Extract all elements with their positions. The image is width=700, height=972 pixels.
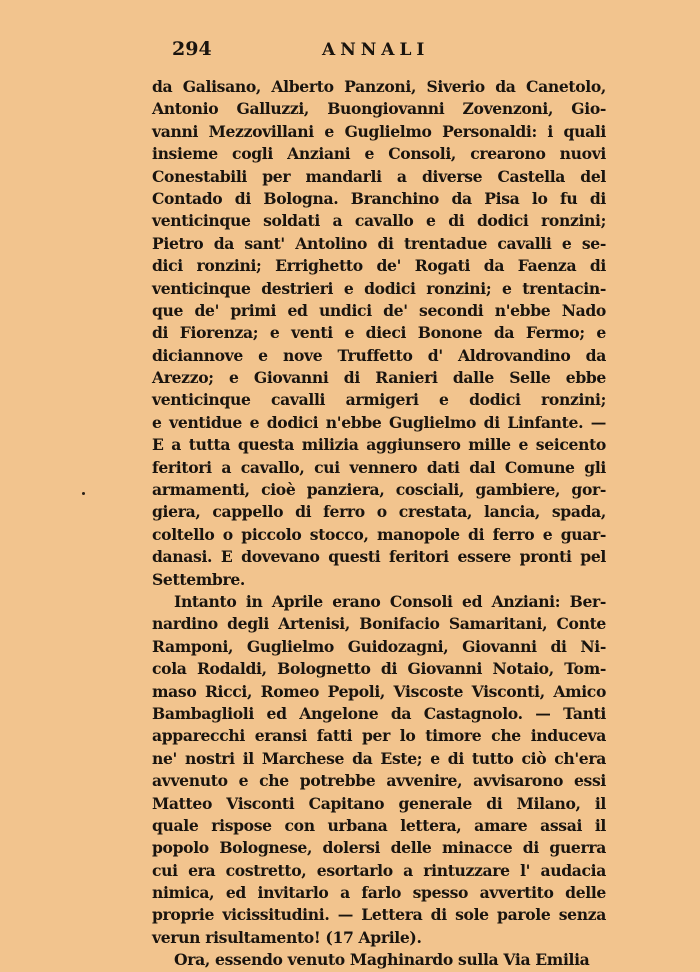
text-line: quale rispose con urbana lettera, amare assai il [152,815,606,835]
text-line: venticinque soldati a cavallo e di dodici ronzini; [152,211,606,231]
text-line: Antonio Galluzzi, Buongiovanni Zovenzoni, Gio- [152,99,606,119]
text-line: Ora, essendo venuto Maghinardo sulla Via Emilia [174,950,590,970]
text-line: dici ronzini; Errighetto de' Rogati da Faenza di [152,256,606,276]
text-line: apparecchi eransi fatti per lo timore che induceva [152,726,606,746]
text-line: Conestabili per mandarli a diverse Castella del [152,166,606,186]
text-line: maso Ricci, Romeo Pepoli, Viscoste Visconti, Amico [152,681,606,701]
text-line: coltello o piccolo stocco, manopole di ferro e guar- [152,524,606,544]
running-head: ANNALI [322,40,430,60]
page-number: 294 [172,38,212,60]
text-line: e ventidue e dodici n'ebbe Guglielmo di Linfante. — [152,412,606,432]
text-line: giera, cappello di ferro o crestata, lancia, spada, [152,502,606,522]
text-line: que de' primi ed undici de' secondi n'ebbe Nado [152,300,606,320]
text-line: Bambaglioli ed Angelone da Castagnolo. — Tanti [152,703,606,723]
text-line: venticinque destrieri e dodici ronzini; e trentacin- [152,278,606,298]
text-line: Settembre. [152,569,245,589]
text-line: Arezzo; e Giovanni di Ranieri dalle Selle ebbe [152,368,606,388]
text-line: insieme cogli Anziani e Consoli, crearono nuovi [152,144,606,164]
text-line: cola Rodaldi, Bolognetto di Giovanni Notaio, Tom- [152,659,606,679]
ink-speck [82,492,85,495]
text-line: diciannove e nove Truffetto d' Aldrovandino da [152,345,606,365]
text-line: Pietro da sant' Antolino di trentadue cavalli e se- [152,233,606,253]
text-line: Ramponi, Guglielmo Guidozagni, Giovanni di Ni- [152,636,606,656]
text-line: popolo Bolognese, dolersi delle minacce di guerra [152,838,606,858]
text-line: Intanto in Aprile erano Consoli ed Anziani: Ber- [174,591,606,611]
text-line: Matteo Visconti Capitano generale di Milano, il [152,793,606,813]
body-text [152,76,606,972]
text-line: vanni Mezzovillani e Guglielmo Personaldi: i quali [152,121,606,141]
text-line: nimica, ed invitarlo a farlo spesso avvertito delle [152,883,606,903]
text-line: danasi. E dovevano questi feritori essere pronti pel [152,547,606,567]
text-line: cui era costretto, esortarlo a rintuzzare l' audacia [152,860,606,880]
text-line: feritori a cavallo, cui vennero dati dal Comune gli [152,457,606,477]
text-line: Contado di Bologna. Branchino da Pisa lo fu di [152,188,606,208]
text-line: ne' nostri il Marchese da Este; e di tutto ciò ch'era [152,748,606,768]
text-line: verun risultamento! (17 Aprile). [152,927,422,947]
page-header [172,38,612,66]
text-line: armamenti, cioè panziera, cosciali, gambiere, gor- [152,480,606,500]
text-line: avvenuto e che potrebbe avvenire, avvisarono essi [152,771,606,791]
text-line: proprie vicissitudini. — Lettera di sole parole senza [152,905,606,925]
text-line: venticinque cavalli armigeri e dodici ronzini; [152,390,606,410]
text-line: E a tutta questa milizia aggiunsero mille e seicento [152,435,606,455]
text-line: da Galisano, Alberto Panzoni, Siverio da Canetolo, [152,77,606,96]
text-line: di Fiorenza; e venti e dieci Bonone da Fermo; e [152,323,606,343]
text-line: nardino degli Artenisi, Bonifacio Samaritani, Conte [152,614,606,634]
